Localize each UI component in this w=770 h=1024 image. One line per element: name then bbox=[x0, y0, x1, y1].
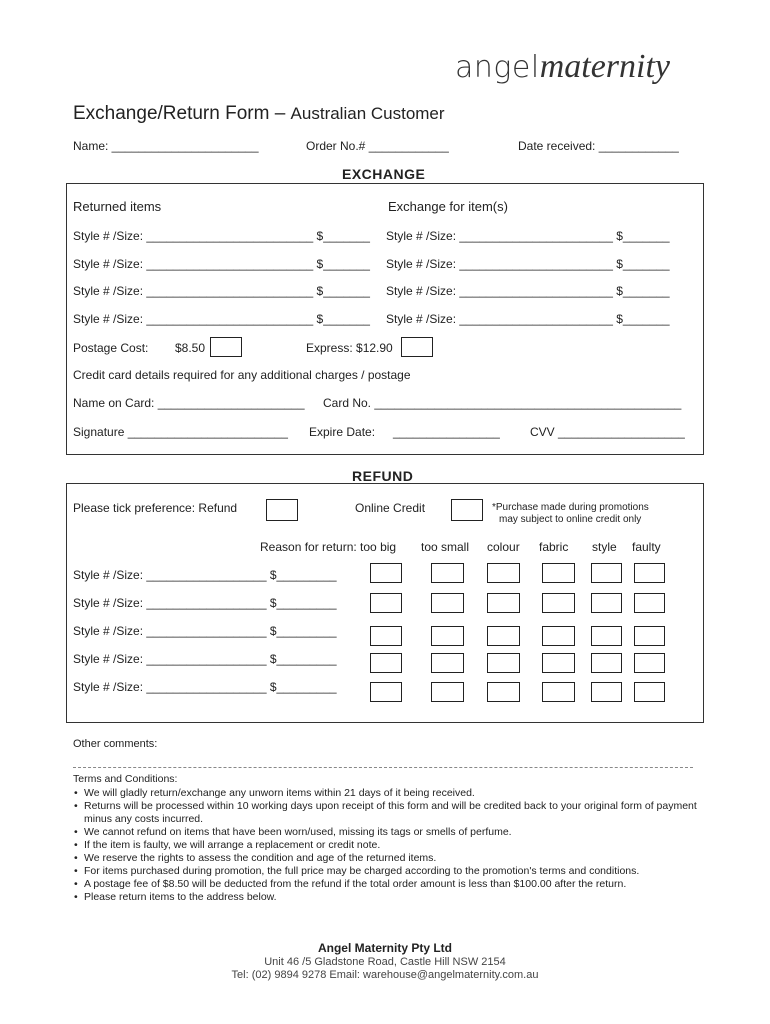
refund-item-row[interactable]: Style # /Size: __________________ $_________ bbox=[73, 652, 337, 666]
refund-checkbox[interactable] bbox=[266, 499, 298, 521]
promotion-note: *Purchase made during promotions bbox=[492, 502, 649, 513]
logo-text-angel: angel bbox=[455, 50, 540, 85]
refund-item-row[interactable]: Style # /Size: __________________ $_________ bbox=[73, 624, 337, 638]
reason-colour-checkbox[interactable] bbox=[487, 653, 520, 673]
reason-too-small-checkbox[interactable] bbox=[431, 626, 464, 646]
reason-colour-checkbox[interactable] bbox=[487, 563, 520, 583]
refund-item-row[interactable]: Style # /Size: __________________ $_________ bbox=[73, 596, 337, 610]
comments-line[interactable] bbox=[73, 767, 693, 768]
refund-heading: REFUND bbox=[352, 468, 414, 484]
cvv-field[interactable]: CVV ___________________ bbox=[530, 425, 685, 439]
promotion-note-continued: may subject to online credit only bbox=[499, 514, 642, 525]
reason-faulty-checkbox[interactable] bbox=[634, 593, 665, 613]
reason-colour-checkbox[interactable] bbox=[487, 682, 520, 702]
exchange-item-row[interactable]: Style # /Size: _______________________ $_______ bbox=[386, 312, 670, 326]
refund-preference-label: Please tick preference: Refund bbox=[73, 501, 238, 515]
order-number-field[interactable]: Order No.# ____________ bbox=[306, 139, 449, 153]
exchange-items-heading: Exchange for item(s) bbox=[388, 199, 508, 214]
reason-too-big-checkbox[interactable] bbox=[370, 563, 402, 583]
terms-item: • We will gladly return/exchange any unworn items within 21 days of it being received. bbox=[73, 787, 703, 800]
terms-item: • We cannot refund on items that have been worn/used, missing its tags or smells of perfume. bbox=[73, 826, 703, 839]
reason-fabric-checkbox[interactable] bbox=[542, 563, 575, 583]
form-title bbox=[73, 103, 445, 125]
returned-item-row[interactable]: Style # /Size: _________________________ $_______ bbox=[73, 312, 370, 326]
exchange-item-row[interactable]: Style # /Size: _______________________ $_______ bbox=[386, 229, 670, 243]
postage-cost-label: Postage Cost: bbox=[73, 341, 149, 355]
credit-card-note: Credit card details required for any additional charges / postage bbox=[73, 368, 411, 382]
reason-fabric-checkbox[interactable] bbox=[542, 682, 575, 702]
postage-express-checkbox[interactable] bbox=[401, 337, 433, 357]
reason-style-checkbox[interactable] bbox=[591, 682, 622, 702]
reason-style-label: style bbox=[592, 540, 617, 554]
reason-fabric-checkbox[interactable] bbox=[542, 593, 575, 613]
terms-item: • If the item is faulty, we will arrange a replacement or credit note. bbox=[73, 839, 703, 852]
company-address: Unit 46 /5 Gladstone Road, Castle Hill NSW 2154 bbox=[264, 956, 506, 968]
terms-item: • We reserve the rights to assess the condition and age of the returned items. bbox=[73, 852, 703, 865]
reason-faulty-checkbox[interactable] bbox=[634, 682, 665, 702]
other-comments-label: Other comments: bbox=[73, 738, 158, 750]
exchange-heading: EXCHANGE bbox=[342, 166, 426, 182]
reason-colour-checkbox[interactable] bbox=[487, 626, 520, 646]
returned-items-heading: Returned items bbox=[73, 199, 162, 214]
reason-colour-label: colour bbox=[487, 540, 520, 554]
reason-style-checkbox[interactable] bbox=[591, 563, 622, 583]
reason-style-checkbox[interactable] bbox=[591, 593, 622, 613]
reason-too-small-label: too small bbox=[421, 540, 470, 554]
reason-fabric-label: fabric bbox=[539, 540, 569, 554]
reason-too-small-checkbox[interactable] bbox=[431, 593, 464, 613]
terms-list bbox=[73, 787, 703, 904]
returned-item-row[interactable]: Style # /Size: _________________________ $_______ bbox=[73, 229, 370, 243]
expire-date-field[interactable]: ________________ bbox=[393, 425, 500, 439]
expire-date-label: Expire Date: bbox=[309, 425, 376, 439]
refund-item-row[interactable]: Style # /Size: __________________ $_________ bbox=[73, 680, 337, 694]
name-on-card-field[interactable]: Name on Card: ______________________ bbox=[73, 396, 305, 410]
form-title-main: Exchange/Return Form – bbox=[73, 103, 291, 124]
reason-faulty-checkbox[interactable] bbox=[634, 653, 665, 673]
reason-too-big-checkbox[interactable] bbox=[370, 593, 402, 613]
exchange-item-row[interactable]: Style # /Size: _______________________ $_______ bbox=[386, 257, 670, 271]
reason-faulty-checkbox[interactable] bbox=[634, 626, 665, 646]
terms-item: • For items purchased during promotion, the full price may be charged according to the promotion's terms and conditions. bbox=[73, 865, 703, 878]
reason-for-return-label: Reason for return: too big bbox=[260, 540, 397, 554]
returned-item-row[interactable]: Style # /Size: _________________________ $_______ bbox=[73, 257, 370, 271]
form-title-sub: Australian Customer bbox=[290, 104, 445, 123]
terms-heading: Terms and Conditions: bbox=[73, 773, 178, 785]
reason-too-big-checkbox[interactable] bbox=[370, 682, 402, 702]
returned-item-row[interactable]: Style # /Size: _________________________ $_______ bbox=[73, 284, 370, 298]
reason-style-checkbox[interactable] bbox=[591, 653, 622, 673]
reason-faulty-checkbox[interactable] bbox=[634, 563, 665, 583]
reason-style-checkbox[interactable] bbox=[591, 626, 622, 646]
online-credit-label: Online Credit bbox=[355, 501, 426, 515]
reason-too-big-checkbox[interactable] bbox=[370, 653, 402, 673]
refund-item-row[interactable]: Style # /Size: __________________ $_________ bbox=[73, 568, 337, 582]
signature-field[interactable]: Signature ________________________ bbox=[73, 425, 288, 439]
brand-logo bbox=[455, 48, 670, 86]
reason-too-small-checkbox[interactable] bbox=[431, 653, 464, 673]
terms-item: • Please return items to the address below. bbox=[73, 891, 703, 904]
exchange-item-row[interactable]: Style # /Size: _______________________ $_______ bbox=[386, 284, 670, 298]
postage-standard-checkbox[interactable] bbox=[210, 337, 242, 357]
terms-item: • A postage fee of $8.50 will be deducted from the refund if the total order amount is less than $100.00 after the return. bbox=[73, 878, 703, 891]
date-received-field[interactable]: Date received: ____________ bbox=[518, 139, 679, 153]
name-field[interactable]: Name: ______________________ bbox=[73, 139, 259, 153]
online-credit-checkbox[interactable] bbox=[451, 499, 483, 521]
postage-express-label: Express: $12.90 bbox=[306, 341, 393, 355]
reason-too-small-checkbox[interactable] bbox=[431, 682, 464, 702]
company-name: Angel Maternity Pty Ltd bbox=[317, 941, 452, 955]
reason-colour-checkbox[interactable] bbox=[487, 593, 520, 613]
reason-faulty-label: faulty bbox=[632, 540, 661, 554]
terms-item: • Returns will be processed within 10 working days upon receipt of this form and will be credited back to your original form of payment minus any costs incurred. bbox=[73, 800, 703, 826]
card-number-field[interactable]: Card No. ______________________________________________ bbox=[323, 396, 682, 410]
reason-fabric-checkbox[interactable] bbox=[542, 626, 575, 646]
reason-too-small-checkbox[interactable] bbox=[431, 563, 464, 583]
logo-text-maternity: maternity bbox=[539, 48, 671, 85]
company-contact: Tel: (02) 9894 9278 Email: warehouse@angelmaternity.com.au bbox=[231, 969, 539, 981]
postage-standard-label: $8.50 bbox=[175, 341, 206, 355]
reason-fabric-checkbox[interactable] bbox=[542, 653, 575, 673]
reason-too-big-checkbox[interactable] bbox=[370, 626, 402, 646]
